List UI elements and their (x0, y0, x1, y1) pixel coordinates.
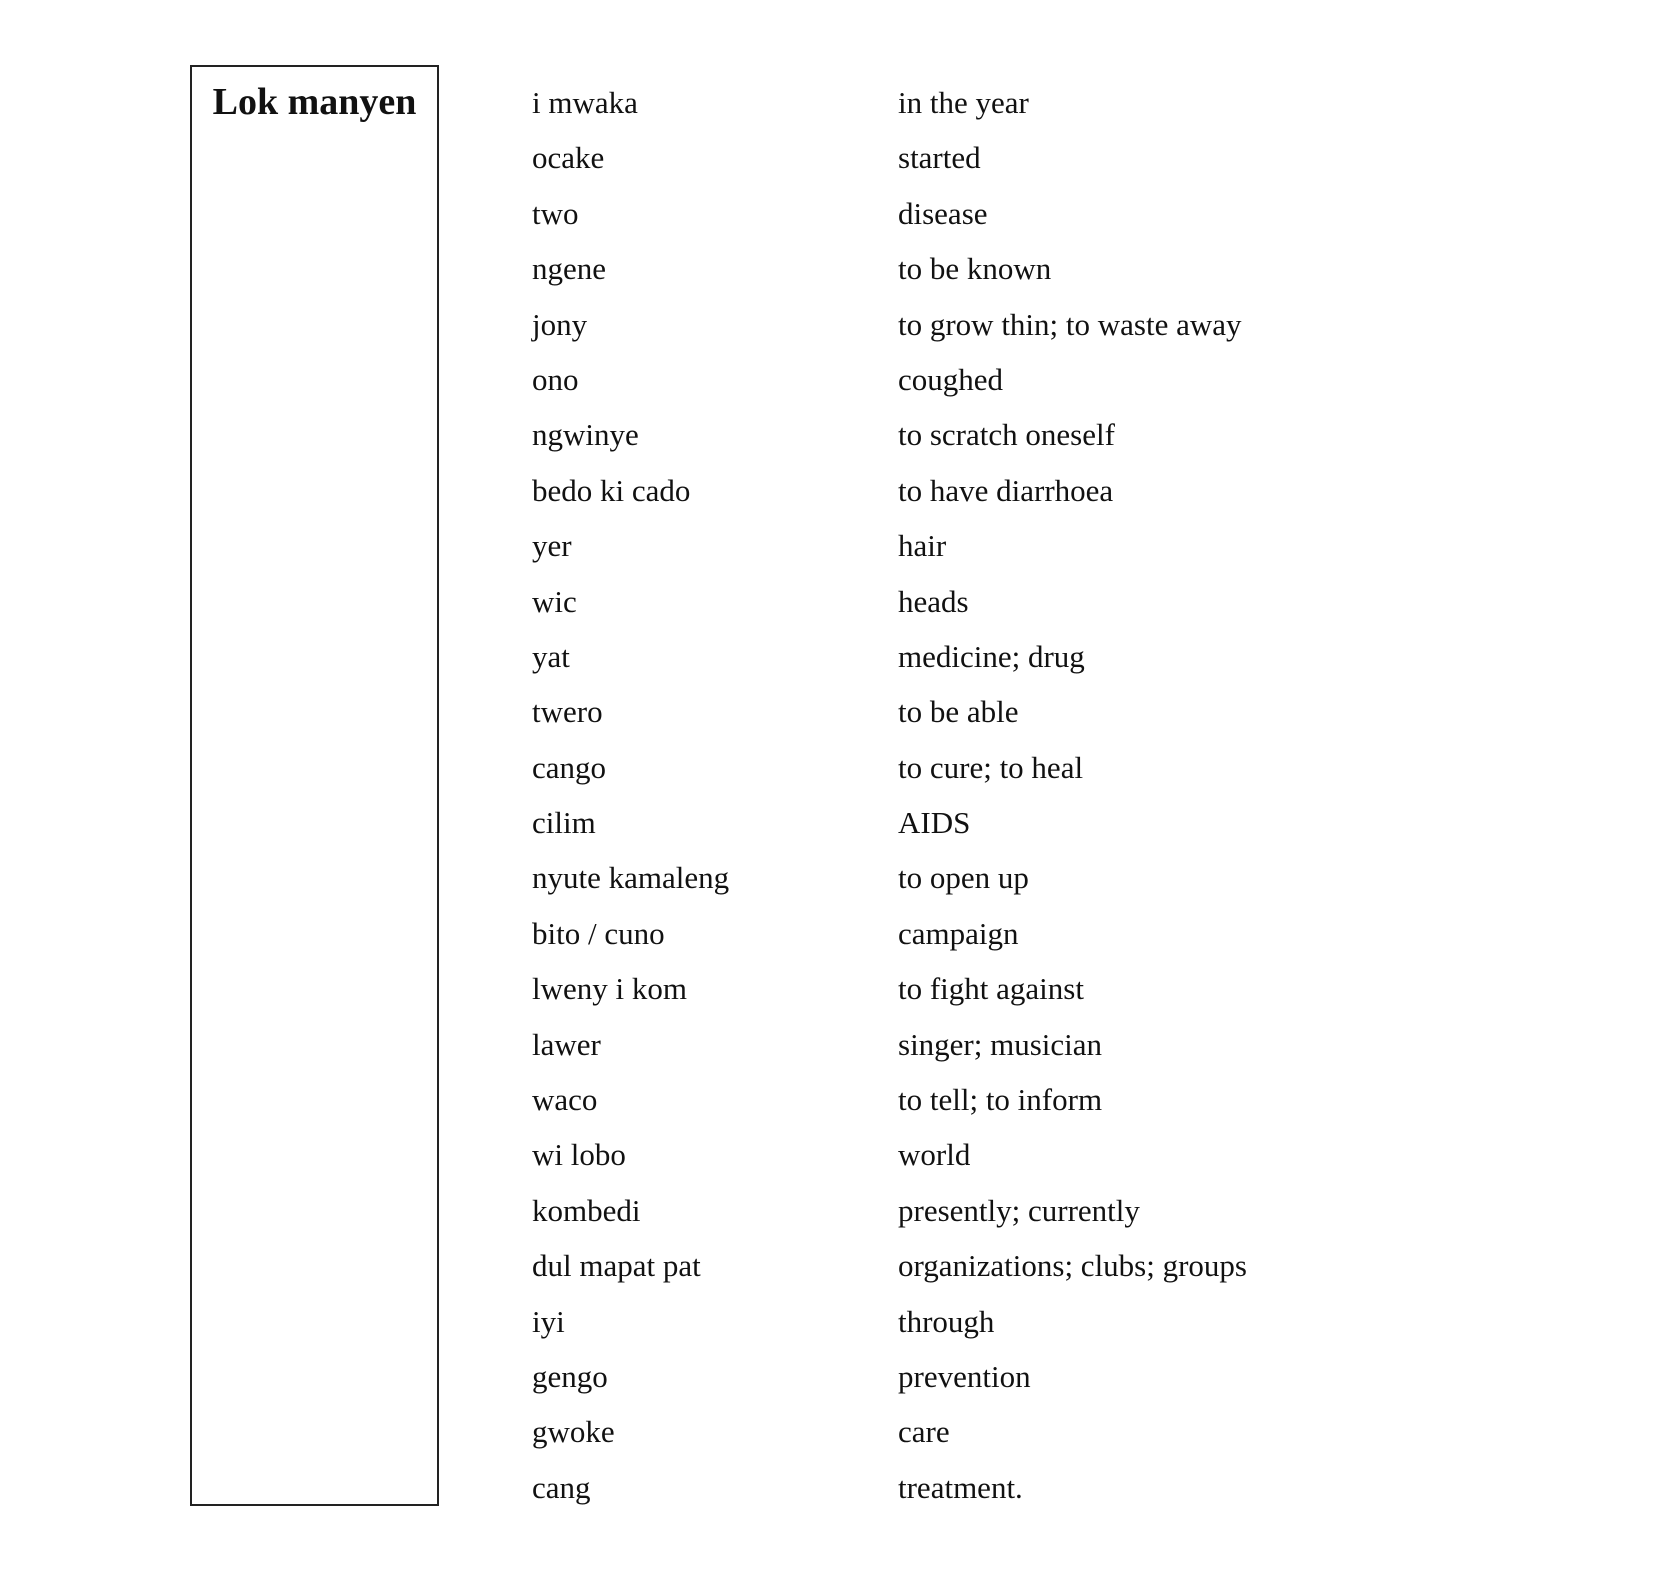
vocabulary-gloss: campaign (898, 915, 1019, 951)
vocabulary-gloss: to grow thin; to waste away (898, 306, 1242, 342)
vocabulary-term: lweny i kom (532, 971, 687, 1007)
vocabulary-row (532, 1465, 1582, 1520)
vocabulary-row (532, 302, 1582, 357)
vocabulary-row (532, 357, 1582, 412)
vocabulary-gloss: to scratch oneself (898, 417, 1115, 453)
vocabulary-row (532, 412, 1582, 467)
vocabulary-row (532, 80, 1582, 135)
vocabulary-term: twero (532, 694, 603, 730)
vocabulary-row (532, 135, 1582, 190)
vocabulary-term: wic (532, 583, 577, 619)
vocabulary-gloss: started (898, 140, 981, 176)
vocabulary-row (532, 855, 1582, 910)
vocabulary-gloss: coughed (898, 361, 1004, 397)
vocabulary-gloss: in the year (898, 85, 1029, 120)
vocabulary-term: ono (532, 361, 579, 397)
vocabulary-term: ngene (532, 251, 607, 287)
vocabulary-term: nyute kamaleng (532, 860, 730, 896)
vocabulary-row (532, 1243, 1582, 1298)
vocabulary-gloss: to be known (898, 251, 1052, 287)
vocabulary-gloss: medicine; drug (898, 638, 1085, 674)
vocabulary-term: lawer (532, 1026, 601, 1062)
vocabulary-gloss: to tell; to inform (898, 1082, 1103, 1118)
vocabulary-term: cilim (532, 805, 596, 841)
vocabulary-gloss: to have diarrhoea (898, 472, 1114, 508)
vocabulary-gloss: presently; currently (898, 1192, 1140, 1228)
vocabulary-gloss: to be able (898, 694, 1019, 730)
vocabulary-row (532, 800, 1582, 855)
vocabulary-gloss: singer; musician (898, 1026, 1103, 1062)
vocabulary-row (532, 191, 1582, 246)
vocabulary-row (532, 911, 1582, 966)
vocabulary-term: kombedi (532, 1192, 641, 1228)
vocabulary-row (532, 1188, 1582, 1243)
vocabulary-gloss: care (898, 1414, 950, 1450)
vocabulary-row (532, 1132, 1582, 1187)
vocabulary-row (532, 579, 1582, 634)
vocabulary-row (532, 246, 1582, 301)
vocabulary-term: dul mapat pat (532, 1248, 701, 1284)
vocabulary-row (532, 745, 1582, 800)
vocabulary-row (532, 689, 1582, 744)
vocabulary-term: gengo (532, 1358, 608, 1394)
vocabulary-gloss: heads (898, 583, 969, 619)
vocabulary-term: waco (532, 1082, 598, 1118)
vocabulary-gloss: hair (898, 528, 947, 564)
vocabulary-title: Lok manyen (212, 81, 417, 123)
vocabulary-row (532, 634, 1582, 689)
vocabulary-term: bedo ki cado (532, 472, 691, 508)
vocabulary-term: yat (532, 638, 570, 674)
vocabulary-gloss: to cure; to heal (898, 749, 1084, 785)
vocabulary-row (532, 1354, 1582, 1409)
vocabulary-gloss: organizations; clubs; groups (898, 1248, 1247, 1284)
vocabulary-row (532, 1077, 1582, 1132)
vocabulary-gloss: world (898, 1137, 971, 1173)
vocabulary-term: gwoke (532, 1414, 615, 1450)
vocabulary-term: ngwinye (532, 417, 639, 453)
vocabulary-gloss: to open up (898, 860, 1029, 896)
vocabulary-term: cango (532, 749, 607, 785)
vocabulary-term: two (532, 195, 579, 231)
vocabulary-list (532, 80, 1582, 1520)
vocabulary-term: bito / cuno (532, 915, 665, 951)
vocabulary-gloss: to fight against (898, 971, 1084, 1007)
vocabulary-row (532, 1409, 1582, 1464)
vocabulary-gloss: AIDS (898, 805, 971, 841)
vocabulary-term: cang (532, 1469, 591, 1505)
vocabulary-term: wi lobo (532, 1137, 626, 1173)
vocabulary-row (532, 1299, 1582, 1354)
vocabulary-gloss: treatment. (898, 1469, 1023, 1505)
vocabulary-row (532, 523, 1582, 578)
vocabulary-term: jony (532, 306, 588, 342)
vocabulary-term: iyi (532, 1303, 565, 1339)
vocabulary-row (532, 1022, 1582, 1077)
vocabulary-term: yer (532, 528, 572, 564)
vocabulary-label-box (190, 65, 439, 1506)
vocabulary-row (532, 468, 1582, 523)
vocabulary-term: ocake (532, 140, 605, 176)
vocabulary-gloss: through (898, 1303, 995, 1339)
vocabulary-row (532, 966, 1582, 1021)
vocabulary-gloss: prevention (898, 1358, 1031, 1394)
vocabulary-term: i mwaka (532, 85, 638, 120)
vocabulary-gloss: disease (898, 195, 988, 231)
